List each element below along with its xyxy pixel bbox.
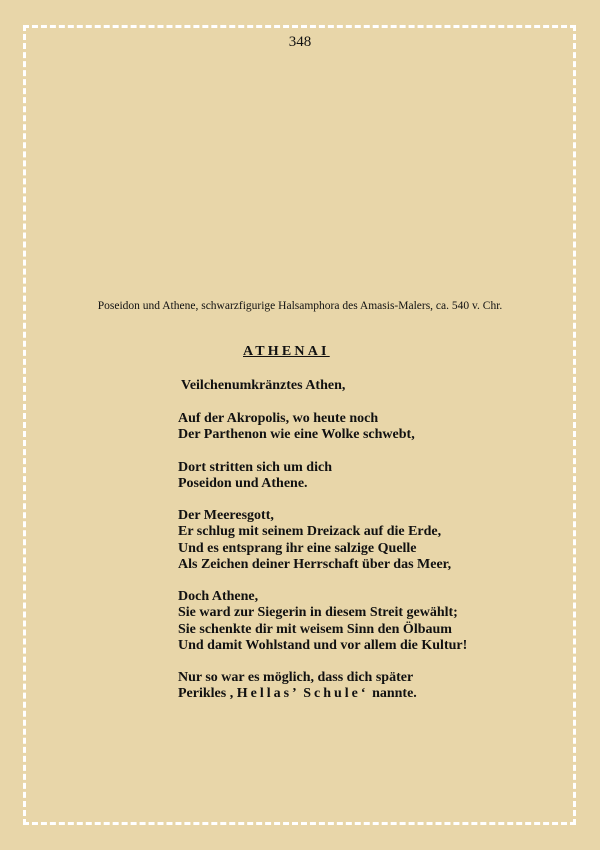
poem-line: Doch Athene, — [178, 589, 259, 605]
poem-line: Und es entsprang ihr eine salzige Quelle — [178, 540, 417, 556]
poem-schule-spaced: Schule‘ — [303, 686, 369, 702]
page-number: 348 — [288, 34, 312, 50]
image-caption: Poseidon und Athene, schwarzfigurige Halsamphora des Amasis-Malers, ca. 540 v. Chr. — [97, 300, 503, 312]
poem-last-line — [178, 686, 467, 702]
poem-line: Als Zeichen deiner Herrschaft über das Meer, — [178, 556, 452, 572]
stanza-5 — [178, 670, 467, 702]
poem-line: Dort stritten sich um dich — [178, 459, 332, 475]
poem-last-line-suffix: nannte. — [372, 686, 417, 702]
poem-title: ATHENAI — [243, 344, 330, 359]
poem-body — [178, 411, 467, 703]
stanza-4 — [178, 589, 467, 654]
stanza-2 — [178, 460, 467, 492]
poem-line: Nur so war es möglich, dass dich später — [178, 670, 414, 686]
poem-line: Er schlug mit seinem Dreizack auf die Erde, — [178, 524, 442, 540]
poem-line: Der Parthenon wie eine Wolke schwebt, — [178, 427, 415, 443]
poem-line: Sie schenkte dir mit weisem Sinn den Ölbaum — [178, 621, 452, 637]
poem-subtitle: Veilchenumkränztes Athen, — [181, 378, 346, 393]
stanza-3 — [178, 508, 467, 573]
poem-last-line-prefix: Perikles , — [178, 686, 234, 702]
poem-line: Und damit Wohlstand und vor allem die Kultur! — [178, 637, 468, 653]
stanza-1 — [178, 411, 467, 443]
poem-hellas-spaced: Hellas’ — [236, 686, 300, 702]
poem-line: Poseidon und Athene. — [178, 475, 308, 491]
poem-line: Sie ward zur Siegerin in diesem Streit gewählt; — [178, 605, 458, 621]
poem-line: Auf der Akropolis, wo heute noch — [178, 411, 379, 426]
poem-line: Der Meeresgott, — [178, 508, 274, 524]
